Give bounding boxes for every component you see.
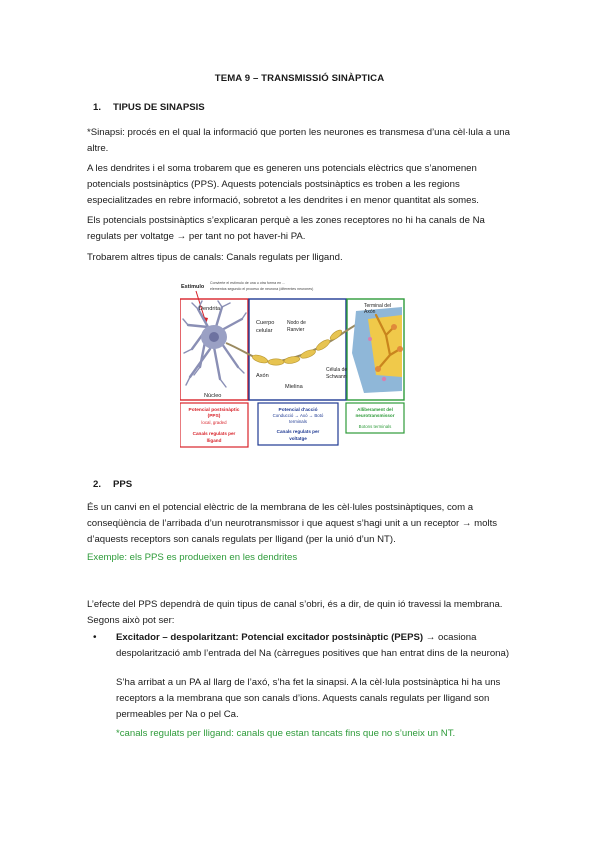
neuron-figure	[180, 279, 406, 449]
section-1-heading	[93, 102, 393, 116]
figure-caption-line-1: Convierte el estímulo de una u otra forma en ...	[210, 281, 286, 285]
release-box-title-1: Alliberament del	[357, 407, 393, 412]
mielina-label: Mielina	[285, 384, 303, 390]
ap-box-title: Potencial d'acció	[278, 408, 318, 413]
pps-box-line-2: lligand	[206, 438, 222, 443]
cuerpo-label-1: Cuerpo	[256, 320, 275, 326]
synapse-explanation: S’ha arribat a un PA al llarg de l’axó, s’ha fet la sinapsi. A la cèl·lula postsinàptica hi ha uns receptors a la membrana que son canals d’ions. Aquests canals regulats per lligand son permeables per Na o pel Ca.	[116, 677, 501, 720]
celula-label-2: Schwann	[326, 374, 347, 380]
paragraph-no-na-channels: Els potencials postsinàptics s’explicaran perquè a les zones receptores no hi ha canals de Na regulats per voltatge → per tant no pot haver-hi PA.	[87, 215, 485, 242]
ap-box-sub-2: terminals	[289, 419, 307, 424]
pps-box-title-2: (PPS)	[207, 414, 221, 419]
terminal-label-2: Axón	[364, 309, 376, 315]
bullet-marker: •	[93, 632, 97, 643]
pps-box-line-1: Canals regulats per	[192, 431, 236, 436]
pps-definition: És un canvi en el potencial elèctric de la membrana de les cèl·lules postsinàptiques, com a conseqüència de l’arribada d’un neurotransmissor i que aquest s’hagi unit a un receptor → molts d’aquests receptors son canals regulats per lligand (per la unió d’un NT).	[87, 502, 498, 545]
pps-box-sub: local, graded	[201, 420, 227, 425]
release-box-sub: Botons terminals	[358, 424, 392, 429]
figure-caption-line-2: elementos segundo el proceso de neurona (diferentes neurones)	[210, 287, 314, 291]
ap-box-sub-1: Conducció → Axó → Botó	[272, 413, 324, 418]
nodo-label-1: Nodo de	[287, 320, 306, 326]
section-2-title: PPS	[113, 479, 133, 490]
ap-box-line-2: voltatge	[289, 436, 307, 441]
terminal-label-1: Terminal del	[364, 303, 391, 309]
excitatory-bullet-bold: Excitador – despolaritzant: Potencial excitador postsinàptic (PEPS)	[116, 632, 424, 643]
pps-example: Exemple: els PPS es produeixen en les dendrites	[87, 552, 298, 563]
section-1-title: TIPUS DE SINAPSIS	[113, 102, 205, 113]
release-box-title-2: neurotransmissor	[355, 413, 395, 418]
excitatory-bullet	[116, 630, 520, 662]
paragraph-pps-intro: A les dendrites i el soma trobarem que es generen uns potencials elèctrics que s’anomenen potencials postsinàptics (PPS). Aquests potencials postsinàptics es troben a les regions especialitzades en rebre informació, sobretot a les dendrites i en menor quantitat als somes.	[87, 163, 479, 206]
excitatory-bullet-rest: → ocasiona despolarització amb l’entrada del Na (càrregues positives que han entrat dins de la neurona)	[116, 632, 510, 659]
page-title: TEMA 9 – TRANSMISSIÓ SINÀPTICA	[214, 73, 385, 84]
paragraph-ligand-channels: Trobarem altres tipus de canals: Canals regulats per lligand.	[87, 252, 343, 263]
ligand-channel-note: *canals regulats per lligand: canals que estan tancats fins que no s’uneix un NT.	[116, 728, 456, 739]
nodo-label-2: Ranvier	[287, 327, 305, 333]
section-1-number: 1.	[93, 102, 102, 113]
nucleo-label: Núcleo	[204, 393, 222, 399]
section-2-heading	[93, 479, 293, 493]
estimulo-label: Estímulo	[181, 284, 205, 290]
section-2-number: 2.	[93, 479, 102, 490]
pps-box-title-1: Potencial postsinàptic	[188, 408, 240, 413]
cuerpo-label-2: celular	[256, 328, 273, 334]
synapse-definition: *Sinapsi: procés en el qual la informació que porten les neurones es transmesa d’una cèl·lula a una altre.	[87, 127, 510, 154]
axon-label: Axón	[256, 373, 269, 379]
pps-effect: L’efecte del PPS dependrà de quin tipus de canal s’obri, és a dir, de quin ió travessi la membrana. Segons això pot ser:	[87, 599, 503, 626]
celula-label-1: Célula de	[326, 367, 348, 373]
dendrita-label: Dendrita	[199, 306, 221, 312]
ap-box-line-1: Canals regulats per	[276, 429, 320, 434]
